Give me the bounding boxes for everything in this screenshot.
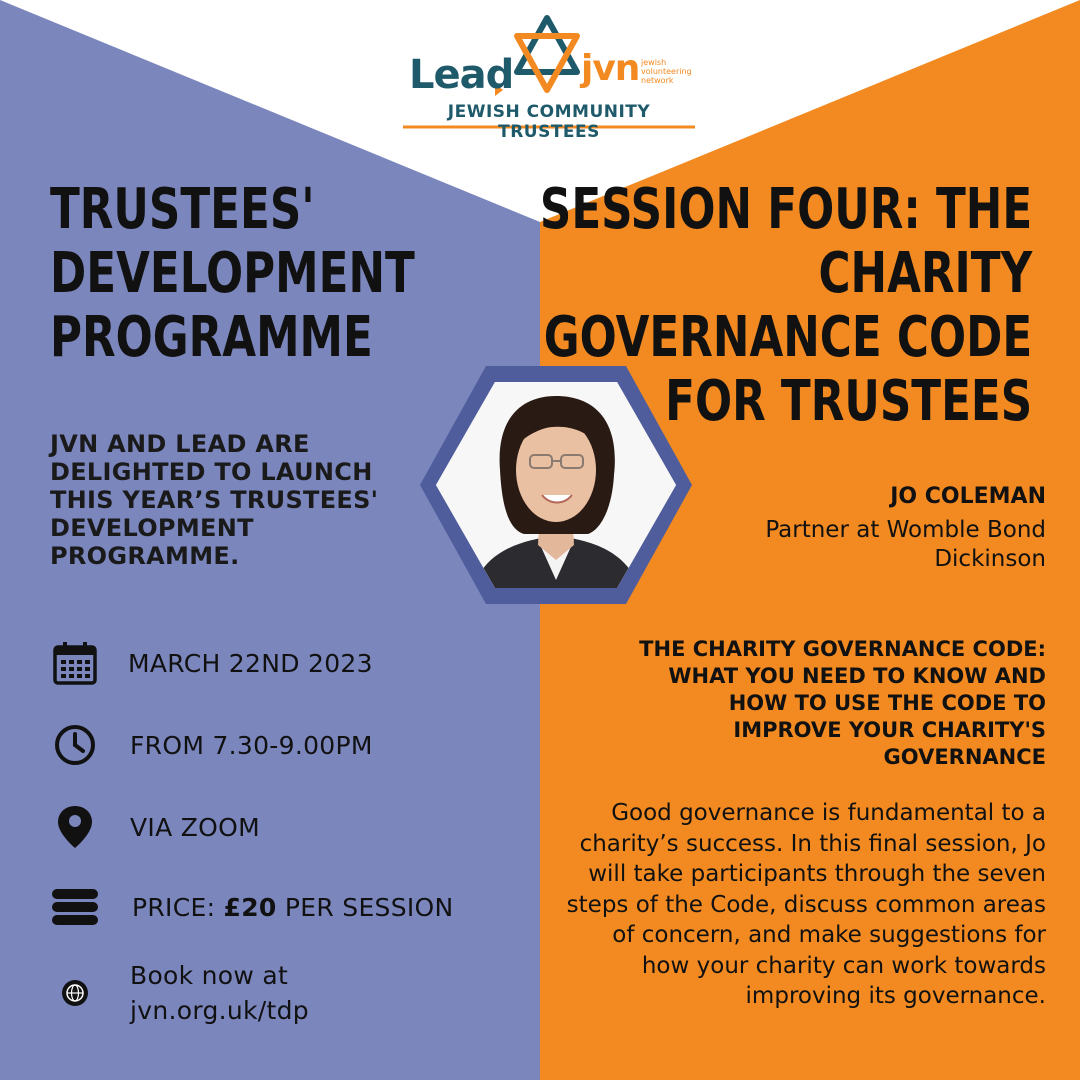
time-row [50,722,373,768]
calendar-icon [50,640,100,686]
location-row [50,804,260,850]
programme-title-line: DEVELOPMENT [50,241,415,306]
star-icon [517,18,577,90]
location-text: VIA ZOOM [130,812,260,842]
booking-line1: Book now at [130,961,289,990]
globe-icon [50,961,100,1025]
jvn-tagline: jewish volunteering network [641,58,692,85]
price-row [50,884,454,930]
session-title [540,178,1032,434]
booking-row [50,958,309,1028]
session-title-line: GOVERNANCE CODE [543,305,1032,370]
price-amount: £20 [223,892,277,922]
speaker-role: Partner at Womble Bond Dickinson [765,517,1046,572]
coins-icon [50,884,100,930]
price-prefix: PRICE: [132,892,224,922]
booking-text [130,958,309,1028]
session-title-line: CHARITY [818,241,1032,306]
jvn-logo-text: jvn [581,48,640,89]
speaker-name: JO COLEMAN [890,484,1046,509]
programme-title [50,178,415,370]
session-description: Good governance is fundamental to a charity’s success. In this final session, Jo will take participants through the seven steps of the Code, discuss common areas of concern, and make suggestions for how your charity can work towards improving its governance. [566,800,1046,1009]
clock-icon [50,722,100,768]
session-subheading: THE CHARITY GOVERNANCE CODE: WHAT YOU NEED TO KNOW AND HOW TO USE THE CODE TO IMPROVE YOUR CHARITY'S GOVERNANCE [639,637,1046,769]
booking-link[interactable]: jvn.org.uk/tdp [130,996,309,1025]
session-title-line: FOR TRUSTEES [664,369,1032,434]
date-row [50,640,373,686]
logo-banner: JEWISH COMMUNITY TRUSTEES [447,102,651,142]
logo [403,14,695,142]
intro-text: JVN AND LEAD ARE DELIGHTED TO LAUNCH THIS YEAR’S TRUSTEES' DEVELOPMENT PROGRAMME. [50,430,379,570]
date-text: MARCH 22ND 2023 [128,648,373,678]
map-pin-icon [50,804,100,850]
programme-title-line: PROGRAMME [50,305,373,370]
time-text: FROM 7.30-9.00PM [130,730,373,760]
programme-title-line: TRUSTEES' [50,177,315,242]
price-text [132,893,454,922]
session-title-line: SESSION FOUR: THE [539,177,1032,242]
price-suffix: PER SESSION [276,892,454,922]
lead-logo-text: Lead [409,52,514,98]
